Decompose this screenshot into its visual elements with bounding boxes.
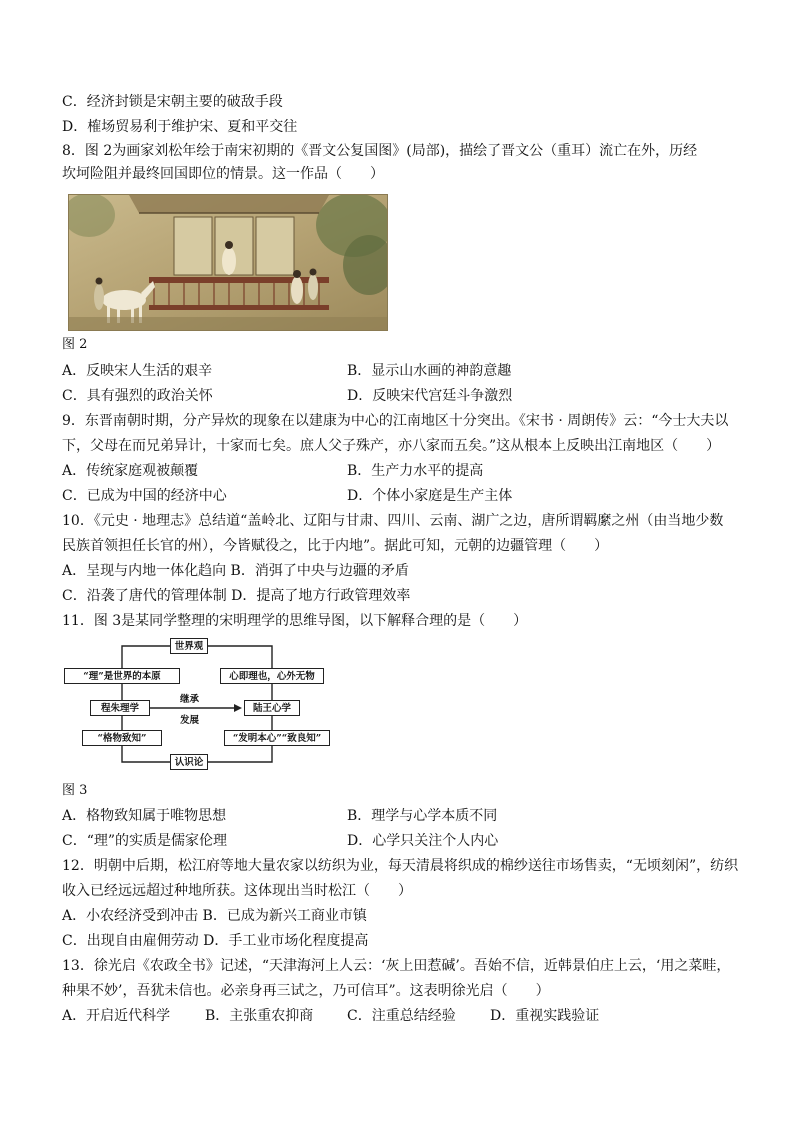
q8-stem-line2: 坎坷险阻并最终回国即位的情景。这一作品（ ） [62, 166, 384, 182]
worldview-node: 世界观 [170, 638, 208, 654]
figure-2-caption: 图 2 [62, 337, 88, 352]
q8-option-a: A．反映宋人生活的艰辛 [62, 363, 213, 379]
q8-stem-line1: 8．图 2为画家刘松年绘于南宋初期的《晋文公复国图》(局部)，描绘了晋文公（重耳）流亡在外，历经 [62, 143, 698, 159]
mind-is-principle-node: 心即理也，心外无物 [220, 668, 324, 684]
q8-option-d: D．反映宋代宫廷斗争激烈 [347, 388, 513, 404]
q12-stem-line1: 12．明朝中后期，松江府等地大量农家以纺织为业，每天清晨将织成的棉纱送往市场售卖，“无顷刻闲”，纺织 [62, 858, 739, 874]
q12-options-cd: C．出现自由雇佣劳动 D．手工业市场化程度提高 [62, 933, 369, 949]
q9-option-a: A．传统家庭观被颠覆 [62, 463, 199, 479]
neo-confucianism-mind-map [60, 636, 332, 772]
q8-option-c: C．具有强烈的政治关怀 [62, 388, 213, 404]
faming-benxin-node: “发明本心”“致良知” [224, 730, 330, 746]
q11-option-c: C．“理”的实质是儒家伦理 [62, 833, 228, 849]
q12-stem-line2: 收入已经远远超过种地所获。这体现出当时松江（ ） [62, 883, 412, 899]
li-origin-node: “理”是世界的本原 [64, 668, 180, 684]
q11-stem: 11．图 3是某同学整理的宋明理学的思维导图，以下解释合理的是（ ） [62, 613, 528, 629]
q12-options-ab: A．小农经济受到冲击 B．已成为新兴工商业市镇 [62, 908, 367, 924]
develop-label: 发展 [180, 715, 200, 726]
jin-wengong-painting-image [68, 194, 388, 331]
q13-option-d: D．重视实践验证 [490, 1008, 600, 1024]
q13-stem-line2: 种果不妙’，吾犹未信也。必亲身再三试之，乃可信耳”。这表明徐光启（ ） [62, 983, 550, 999]
q9-stem-line2: 下，父母在而兄弟异计，十家而七矣。庶人父子殊产，亦八家而五矣。”这从根本上反映出江南地区（ ） [62, 438, 721, 454]
q7-option-d: D．榷场贸易利于维护宋、夏和平交往 [62, 119, 298, 135]
q8-option-b: B．显示山水画的神韵意趣 [347, 363, 512, 379]
q7-option-c: C．经济封锁是宋朝主要的破敌手段 [62, 94, 283, 110]
q10-stem-line2: 民族首领担任长官的州），今皆赋役之，比于内地”。据此可知，元朝的边疆管理（ ） [62, 538, 609, 554]
q13-option-b: B．主张重农抑商 [205, 1008, 314, 1024]
q9-option-c: C．已成为中国的经济中心 [62, 488, 227, 504]
q10-options-ab: A．呈现与内地一体化趋向 B．消弭了中央与边疆的矛盾 [62, 563, 409, 579]
q9-option-d: D．个体小家庭是生产主体 [347, 488, 513, 504]
cheng-zhu-node: 程朱理学 [90, 700, 150, 716]
q11-option-b: B．理学与心学本质不同 [347, 808, 498, 824]
gewu-zhizhi-node: “格物致知” [82, 730, 162, 746]
q11-option-a: A．格物致知属于唯物思想 [62, 808, 227, 824]
epistemology-node: 认识论 [170, 754, 208, 770]
q10-options-cd: C．沿袭了唐代的管理体制 D．提高了地方行政管理效率 [62, 588, 411, 604]
q13-option-a: A．开启近代科学 [62, 1008, 171, 1024]
q13-stem-line1: 13．徐光启《农政全书》记述，“天津海河上人云：‘灰上田惹碱’。吾始不信，近韩景伯庄上云，‘用之菜畦， [62, 958, 731, 974]
q11-option-d: D．心学只关注个人内心 [347, 833, 499, 849]
q10-stem-line1: 10．《元史 · 地理志》总结道“盖岭北、辽阳与甘肃、四川、云南、湖广之边，唐所谓羁縻之州（由当地少数 [62, 513, 724, 529]
inherit-label: 继承 [180, 694, 200, 705]
lu-wang-node: 陆王心学 [244, 700, 300, 716]
q9-option-b: B．生产力水平的提高 [347, 463, 484, 479]
q13-option-c: C．注重总结经验 [347, 1008, 456, 1024]
q9-stem-line1: 9．东晋南朝时期，分产异炊的现象在以建康为中心的江南地区十分突出。《宋书 · 周朗传》云：“今士大夫以 [62, 413, 729, 429]
figure-3-caption: 图 3 [62, 783, 88, 798]
